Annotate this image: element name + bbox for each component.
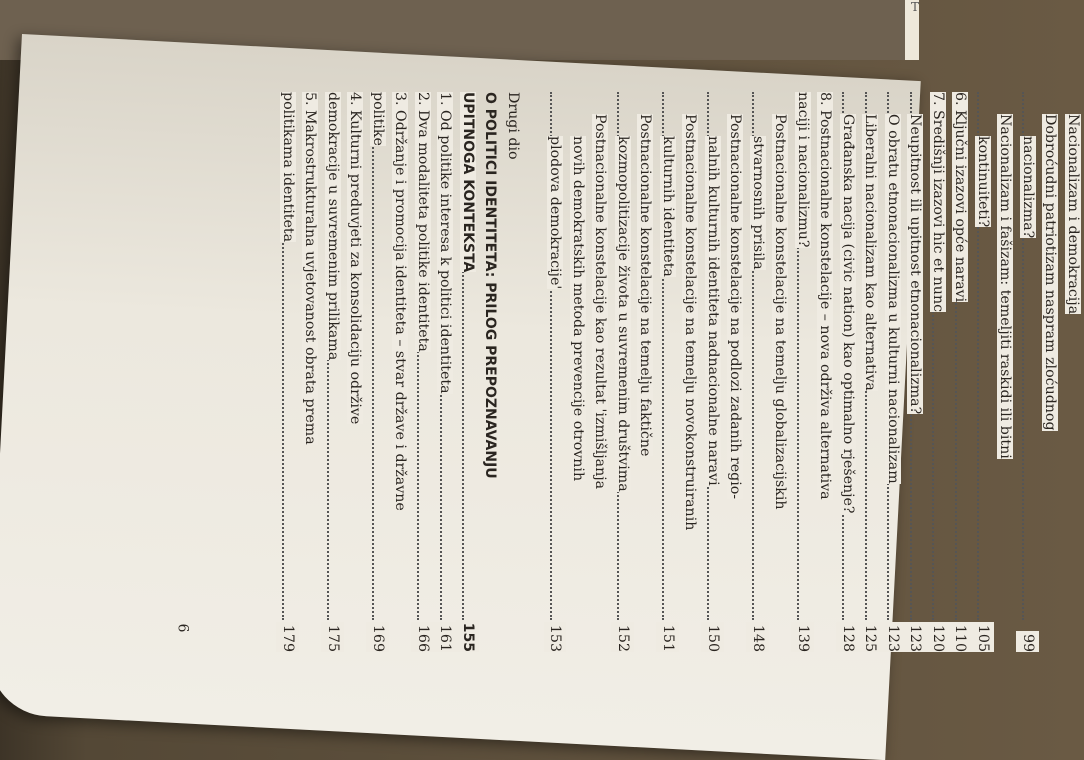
toc-entry-title: nalnih kulturnih identiteta nadnacionalne naravi	[705, 136, 721, 486]
toc-entry	[1039, 92, 1062, 652]
toc-entry	[412, 92, 435, 652]
toc-entry-title: kozmopolitizacije života u suvremenim društvima	[615, 136, 631, 492]
toc-entry-number: 1.	[434, 92, 457, 110]
part-title-line2: UPITNOGA KONTEKSTA	[460, 92, 476, 272]
toc-entry-title: novih demokratskih metoda prevencije otrovnih	[570, 136, 586, 481]
toc-entry-text	[818, 92, 834, 500]
toc-entry-text	[683, 114, 699, 530]
toc-entry-number: 8.	[814, 92, 837, 110]
toc-entry-title: stvarnosnih prisila	[750, 136, 766, 270]
toc-entry-text	[348, 92, 364, 424]
toc-entry-text	[975, 136, 991, 227]
toc-entry-number: 5.	[299, 92, 322, 110]
toc-entry	[949, 92, 972, 652]
toc-entry-title: Postnacionalne konstelacije – nova održiva alternativa	[818, 110, 834, 500]
part-title-line1: O POLITICI IDENTITETA: PRILOG PREPOZNAVANJU	[479, 92, 502, 652]
toc-entry-text	[840, 114, 856, 514]
toc-entry-number: 3.	[389, 92, 412, 110]
toc-entry	[724, 92, 747, 652]
toc-entry	[434, 92, 457, 652]
toc-entry-title: Središnji izazovi hic et nunc	[930, 110, 946, 312]
toc-entry-page: 123	[904, 622, 927, 652]
toc-entry	[679, 92, 702, 652]
toc-entry-text	[1065, 114, 1081, 314]
toc-entry-title: Postnacionalne konstelacije na temelju novokonstruiranih	[683, 114, 699, 530]
toc-entry	[299, 92, 322, 652]
toc-entry-text	[750, 136, 766, 270]
toc-entry-text	[393, 92, 409, 511]
toc-entry-page: 105	[972, 622, 995, 652]
toc-entry-number: 6.	[949, 92, 972, 110]
toc-entry	[792, 92, 815, 652]
toc-entry	[702, 92, 725, 652]
toc-entry	[814, 92, 837, 652]
toc-entry-text	[773, 114, 789, 510]
toc-entry-text	[660, 136, 676, 277]
toc-entry-number: 7.	[927, 92, 950, 110]
toc-entry-text	[303, 92, 319, 445]
toc-entry-title: Od politike interesa k politici identiteta	[438, 110, 454, 394]
toc-entry	[994, 92, 1017, 652]
toc-entry	[544, 92, 567, 652]
toc-entry-text	[548, 136, 564, 289]
toc-entry-title: Nacionalizam i fašizam: temeljiti raskidi ili bitni	[998, 114, 1014, 459]
toc-entry-text	[1020, 136, 1036, 238]
toc-entry-title: Ključni izazovi opće naravi	[953, 110, 969, 302]
toc-entry	[1062, 92, 1084, 652]
toc-entry-page: 169	[367, 622, 390, 652]
page-number: 6	[174, 624, 190, 633]
toc-entry-text	[885, 114, 901, 484]
toc-entry-page: 166	[412, 622, 435, 652]
toc-entry-text	[953, 92, 969, 302]
toc-entry-title: Neupitnost ili upitnost etnonacionalizma?	[908, 114, 924, 414]
toc-entry-text	[593, 114, 609, 489]
toc-entry-title: Kulturni preduvjeti za konsolidaciju održive	[348, 110, 364, 424]
toc-entry-page: 123	[882, 622, 905, 652]
toc-entry-title: Održanje i promocija identiteta – stvar države i državne	[393, 110, 409, 511]
toc-entry-title: Dva modaliteta politike identiteta	[415, 110, 431, 352]
toc-entry-number: 4.	[344, 92, 367, 110]
toc-entry-page: 179	[277, 622, 300, 652]
toc-entry	[1017, 92, 1040, 652]
toc-entry-title: Liberalni nacionalizam kao alternativa	[863, 114, 879, 391]
toc-line	[457, 92, 480, 652]
edge-label: Т	[911, 0, 919, 14]
next-page-edge	[905, 0, 919, 60]
toc-entry	[612, 92, 635, 652]
toc-entry-text	[1043, 114, 1059, 431]
toc-entry-text	[615, 136, 631, 492]
toc-entry-title: Dobroćudni patriotizam naspram zloćudnog	[1043, 114, 1059, 431]
toc-entry	[972, 92, 995, 652]
toc-entry-page: 110	[949, 622, 972, 652]
toc-entry-title: Makrostrukturalna uvjetovanost obrata prema	[303, 110, 319, 445]
toc-entry	[322, 92, 345, 652]
toc-entry	[837, 92, 860, 652]
toc-entry-title: Nacionalizam i demokracija	[1065, 114, 1081, 314]
toc-entry-text	[795, 92, 811, 248]
toc-entry-text	[998, 114, 1014, 459]
toc-entry-text	[570, 136, 586, 481]
toc-entry-page: 152	[612, 622, 635, 652]
toc-entry-title: politikama identiteta	[280, 92, 296, 242]
part-label: Drugi dio	[502, 92, 525, 652]
toc-entry	[927, 92, 950, 652]
toc-entry	[389, 92, 412, 652]
toc-entry-text	[280, 92, 296, 242]
toc-entry-text	[728, 114, 744, 499]
toc-entry	[367, 92, 390, 652]
toc-entry-title: Postnacionalne konstelacije na temelju globalizacijskih	[773, 114, 789, 510]
toc-entry-page: 175	[322, 622, 345, 652]
toc-entry-page: 151	[657, 622, 680, 652]
toc-entry-page: 161	[434, 622, 457, 652]
toc-entry-page: 125	[859, 622, 882, 652]
toc-entry-title: kontinuiteti?	[975, 136, 991, 227]
toc-entry	[277, 92, 300, 652]
toc-entry	[882, 92, 905, 652]
toc-entry-text	[415, 92, 431, 352]
toc-entry-page: 150	[702, 622, 725, 652]
toc-entry-text	[863, 114, 879, 391]
toc-entry	[634, 92, 657, 652]
toc-entry	[904, 92, 927, 652]
toc-entry-title: plodova demokracije'	[548, 136, 564, 289]
toc-entry-page: 120	[927, 622, 950, 652]
toc-entry-page: 148	[747, 622, 770, 652]
toc-entry-number: 2.	[412, 92, 435, 110]
toc-part-two	[277, 92, 457, 652]
toc-entry-text	[705, 136, 721, 486]
toc-entry-title: nacionalizma?	[1020, 136, 1036, 238]
toc-entry-text	[370, 92, 386, 146]
toc-entry-title: kulturnih identiteta	[660, 136, 676, 277]
toc-entry	[589, 92, 612, 652]
part-intro-page: 155	[457, 620, 480, 652]
toc-entry	[769, 92, 792, 652]
toc-entry	[567, 92, 590, 652]
toc-entry-title: Građanska nacija (civic nation) kao optimalno rješenje?	[840, 114, 856, 514]
toc-part-one	[544, 92, 1084, 652]
toc-entry-page: 139	[792, 622, 815, 652]
toc-entry	[344, 92, 367, 652]
toc-entry-title: demokracije u suvremenim prilikama	[325, 92, 341, 360]
toc-entry-text	[438, 92, 454, 394]
table-of-contents	[634, 92, 1084, 652]
toc-entry-page: 153	[544, 622, 567, 652]
toc-entry	[859, 92, 882, 652]
toc-entry-page: 128	[837, 622, 860, 652]
toc-entry-title: Postnacionalne konstelacije na podlozi zadanih regio-	[728, 114, 744, 499]
toc-entry-text	[908, 114, 924, 414]
toc-entry-title: Postnacionalne konstelacije na temelju faktične	[638, 114, 654, 456]
toc-entry-title: politike	[370, 92, 386, 146]
toc-entry	[657, 92, 680, 652]
toc-entry-page: 99	[1017, 631, 1040, 652]
toc-entry-text	[325, 92, 341, 360]
toc-entry-title: O obratu etnonacionalizma u kulturni nacionalizam	[885, 114, 901, 484]
toc-entry-title: Postnacionalne konstelacije kao rezultat 'izmišljanja	[593, 114, 609, 489]
toc-entry	[747, 92, 770, 652]
toc-entry-text	[930, 92, 946, 312]
toc-entry-title: naciji i nacionalizmu?	[795, 92, 811, 248]
toc-entry-text	[638, 114, 654, 456]
